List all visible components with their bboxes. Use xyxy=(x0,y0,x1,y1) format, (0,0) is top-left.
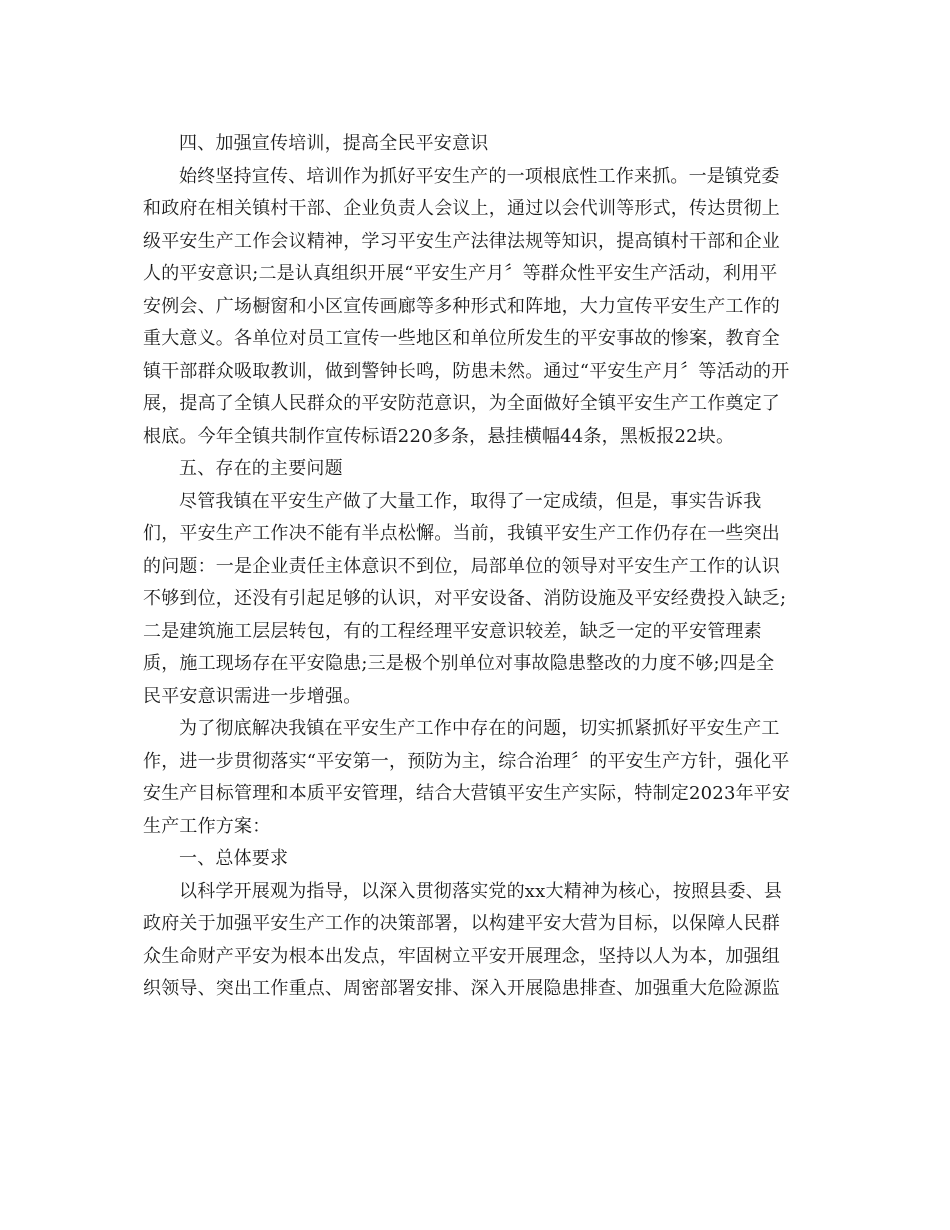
text-line: 众生命财产平安为根本出发点，牢固树立平安开展理念，坚持以人为本，加强组 xyxy=(143,945,780,967)
text-line: 以科学开展观为指导，以深入贯彻落实党的xx大精神为核心，按照县委、县 xyxy=(179,880,783,902)
paragraph-general-requirements xyxy=(143,876,813,1006)
text-line: 生产工作方案： xyxy=(143,815,271,837)
text-line: 安生产目标管理和本质平安管理，结合大营镇平安生产实际，特制定2023年平安 xyxy=(143,783,791,804)
paragraph-plan-intro xyxy=(143,713,813,843)
text-line: 们，平安生产工作决不能有半点松懈。当前，我镇平安生产工作仍存在一些突出 xyxy=(143,523,780,544)
text-line: 质，施工现场存在平安隐患;三是极个别单位对事故隐患整改的力度不够;四是全 xyxy=(143,653,775,674)
section-heading-general-requirements xyxy=(143,843,813,876)
text-line: 一、总体要求 xyxy=(179,848,289,869)
text-line: 尽管我镇在平安生产做了大量工作，取得了一定成绩，但是，事实告诉我 xyxy=(179,490,762,512)
text-line: 和政府在相关镇村干部、企业负责人会议上，通过以会代训等形式，传达贯彻上 xyxy=(143,198,780,219)
text-line: 展，提高了全镇人民群众的平安防范意识，为全面做好全镇平安生产工作奠定了 xyxy=(143,393,780,414)
paragraph-publicity xyxy=(143,161,813,454)
document-body xyxy=(143,128,813,1006)
text-line: 政府关于加强平安生产工作的决策部署，以构建平安大营为目标，以保障人民群 xyxy=(143,913,780,934)
text-line: 重大意义。各单位对员工宣传一些地区和单位所发生的平安事故的惨案，教育全 xyxy=(143,328,780,349)
text-line: 四、加强宣传培训，提高全民平安意识 xyxy=(179,133,489,154)
text-line: 人的平安意识;二是认真组织开展“平安生产月〞等群众性平安生产活动，利用平 xyxy=(143,263,778,284)
text-line: 二是建筑施工层层转包，有的工程经理平安意识较差，缺乏一定的平安管理素 xyxy=(143,620,762,642)
text-line: 民平安意识需进一步增强。 xyxy=(143,685,362,707)
text-line: 为了彻底解决我镇在平安生产工作中存在的问题，切实抓紧抓好平安生产工 xyxy=(179,718,780,739)
text-line: 级平安生产工作会议精神，学习平安生产法律法规等知识，提高镇村干部和企业 xyxy=(143,230,780,252)
text-line: 的问题：一是企业责任主体意识不到位，局部单位的领导对平安生产工作的认识 xyxy=(143,555,780,577)
text-line: 始终坚持宣传、培训作为抓好平安生产的一项根底性工作来抓。一是镇党委 xyxy=(179,165,780,187)
text-line: 根底。今年全镇共制作宣传标语220多条，悬挂横幅44条，黑板报22块。 xyxy=(143,425,735,447)
text-line: 镇干部群众吸取教训，做到警钟长鸣，防患未然。通过“平安生产月〞等活动的开 xyxy=(143,360,790,382)
text-line: 五、存在的主要问题 xyxy=(179,458,343,479)
text-line: 作，进一步贯彻落实“平安第一，预防为主，综合治理〞的平安生产方针，强化平 xyxy=(143,750,790,772)
paragraph-problems xyxy=(143,486,813,714)
text-line: 织领导、突出工作重点、周密部署安排、深入开展隐患排查、加强重大危险源监 xyxy=(143,978,780,999)
text-line: 安例会、广场橱窗和小区宣传画廊等多种形式和阵地，大力宣传平安生产工作的 xyxy=(143,295,780,317)
section-heading-publicity xyxy=(143,128,813,161)
text-line: 不够到位，还没有引起足够的认识，对平安设备、消防设施及平安经费投入缺乏; xyxy=(143,588,787,609)
section-heading-problems xyxy=(143,453,813,486)
